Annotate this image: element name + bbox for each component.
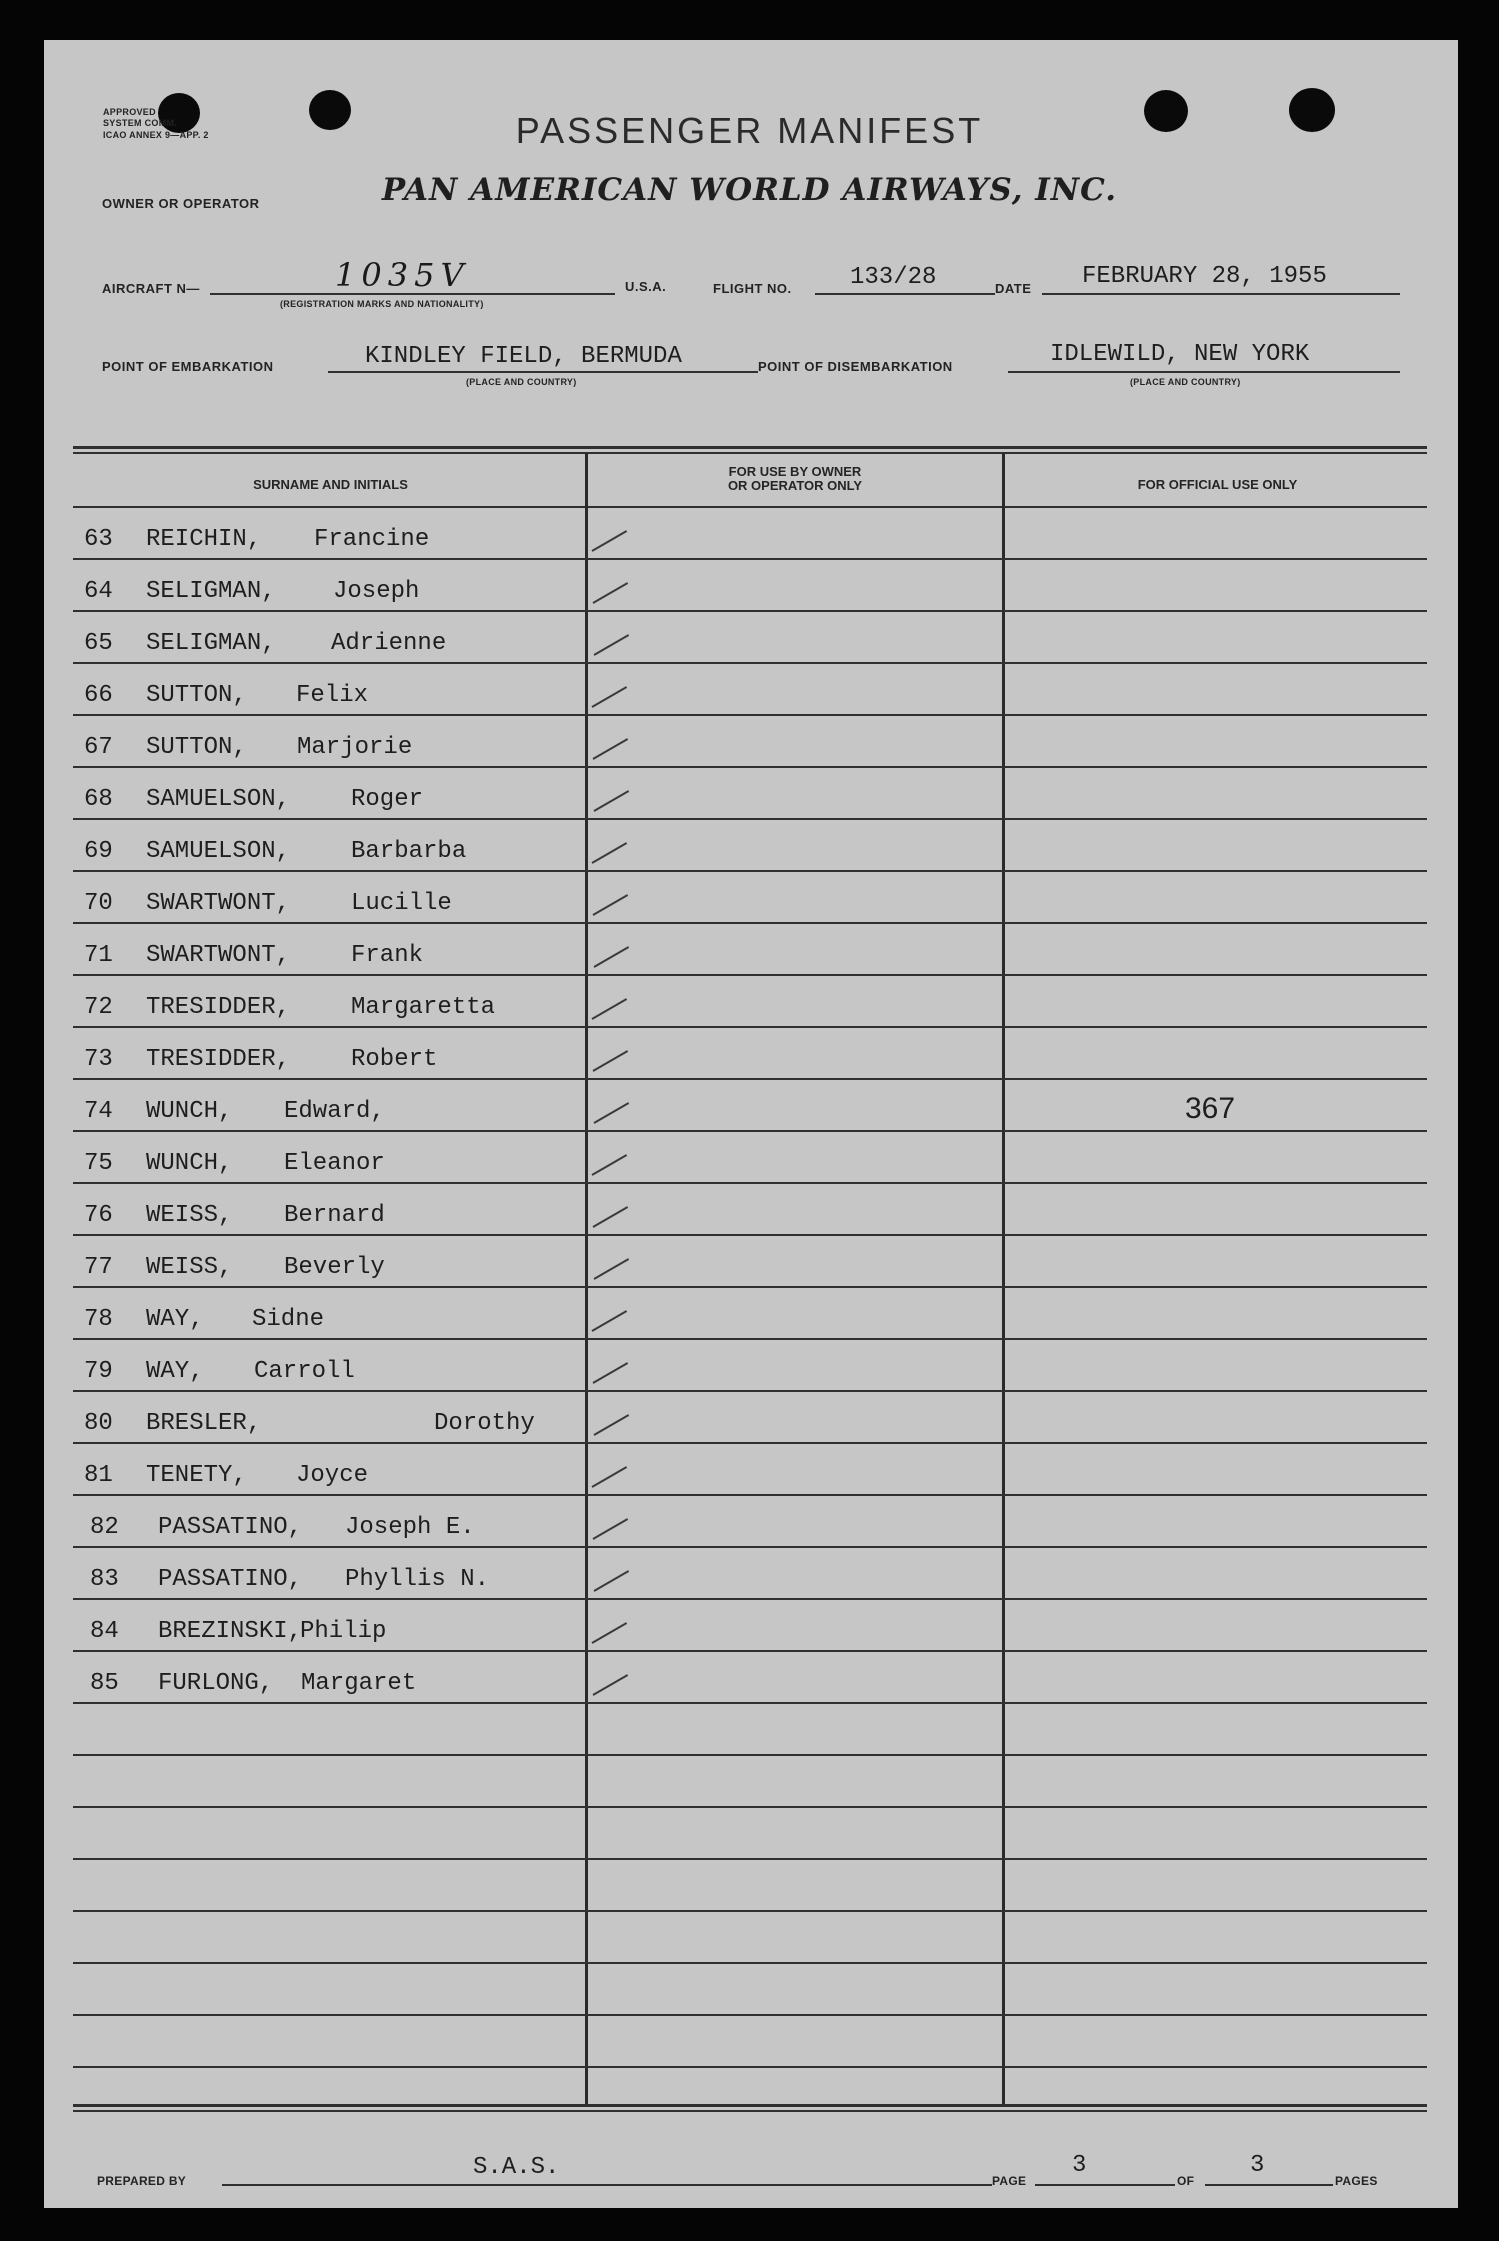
flight-label: FLIGHT NO. bbox=[713, 281, 792, 296]
column-header-surname: SURNAME AND INITIALS bbox=[253, 477, 408, 492]
row-rule bbox=[73, 974, 1427, 976]
passenger-given-name: Carroll bbox=[254, 1358, 355, 1385]
page-title: PASSENGER MANIFEST bbox=[515, 110, 984, 151]
row-rule bbox=[73, 818, 1427, 820]
passenger-number: 74 bbox=[84, 1098, 113, 1125]
row-rule bbox=[73, 2014, 1427, 2016]
row-rule bbox=[73, 1962, 1427, 1964]
passenger-given-name: Joseph bbox=[333, 578, 420, 605]
embark-underline bbox=[328, 371, 758, 373]
row-rule bbox=[73, 1858, 1427, 1860]
page-underline bbox=[1035, 2184, 1175, 2186]
row-rule bbox=[73, 1546, 1427, 1548]
aircraft-number: 1035V bbox=[335, 256, 470, 294]
passenger-surname: SELIGMAN, bbox=[146, 578, 276, 605]
row-rule bbox=[73, 2066, 1427, 2068]
passenger-surname: SUTTON, bbox=[146, 682, 247, 709]
passenger-surname: WUNCH, bbox=[146, 1098, 233, 1125]
row-rule bbox=[73, 1910, 1427, 1912]
row-rule bbox=[73, 1234, 1427, 1236]
page-label: PAGE bbox=[992, 2174, 1027, 2188]
approval-line: ICAO ANNEX 9—APP. 2 bbox=[103, 130, 209, 140]
passenger-given-name: Joseph E. bbox=[345, 1514, 475, 1541]
passenger-given-name: Beverly bbox=[284, 1254, 385, 1281]
passenger-number: 78 bbox=[84, 1306, 113, 1333]
passenger-surname: WUNCH, bbox=[146, 1150, 233, 1177]
disembark-label: POINT OF DISEMBARKATION bbox=[758, 359, 953, 374]
operator-name: PAN AMERICAN WORLD AIRWAYS, INC. bbox=[381, 172, 1118, 208]
passenger-given-name: Edward, bbox=[284, 1098, 385, 1125]
passenger-surname: SAMUELSON, bbox=[146, 838, 291, 865]
row-rule bbox=[73, 714, 1427, 716]
passenger-number: 64 bbox=[84, 578, 113, 605]
row-rule bbox=[73, 1338, 1427, 1340]
passenger-given-name: Lucille bbox=[351, 890, 452, 917]
passenger-surname: REICHIN, bbox=[146, 526, 262, 553]
passenger-surname: SELIGMAN, bbox=[146, 630, 276, 657]
row-rule bbox=[73, 1806, 1427, 1808]
passenger-surname: WAY, bbox=[146, 1306, 204, 1333]
row-rule bbox=[73, 1650, 1427, 1652]
column-header-owner-use bbox=[590, 465, 1000, 493]
flight-number: 133/28 bbox=[850, 264, 937, 291]
row-rule bbox=[73, 1286, 1427, 1288]
passenger-surname: WEISS, bbox=[146, 1202, 233, 1229]
usa-label: U.S.A. bbox=[625, 279, 667, 294]
passenger-given-name: Bernard bbox=[284, 1202, 385, 1229]
passenger-number: 84 bbox=[90, 1618, 119, 1645]
row-rule bbox=[73, 922, 1427, 924]
table-top-rule bbox=[73, 446, 1427, 449]
row-rule bbox=[73, 1026, 1427, 1028]
prepared-by-label: PREPARED BY bbox=[97, 2174, 187, 2188]
passenger-surname: SUTTON, bbox=[146, 734, 247, 761]
passenger-number: 67 bbox=[84, 734, 113, 761]
embark-place: KINDLEY FIELD, BERMUDA bbox=[365, 343, 682, 370]
date-underline bbox=[1042, 293, 1400, 295]
passenger-surname: BRESLER, bbox=[146, 1410, 262, 1437]
row-rule bbox=[73, 662, 1427, 664]
row-rule bbox=[73, 1702, 1427, 1704]
row-rule bbox=[73, 766, 1427, 768]
passenger-surname: SWARTWONT, bbox=[146, 890, 291, 917]
prepared-underline bbox=[222, 2184, 992, 2186]
passenger-given-name: Marjorie bbox=[297, 734, 413, 761]
table-bottom-rule bbox=[73, 2104, 1427, 2107]
passenger-number: 82 bbox=[90, 1514, 119, 1541]
passenger-surname: WEISS, bbox=[146, 1254, 233, 1281]
header-bottom-rule bbox=[73, 506, 1427, 508]
passenger-surname: WAY, bbox=[146, 1358, 204, 1385]
passenger-number: 76 bbox=[84, 1202, 113, 1229]
approval-line: SYSTEM COMM. bbox=[103, 118, 178, 128]
passenger-given-name: Phyllis N. bbox=[345, 1566, 490, 1593]
passenger-surname: PASSATINO, bbox=[158, 1566, 303, 1593]
row-rule bbox=[73, 1390, 1427, 1392]
passenger-number: 75 bbox=[84, 1150, 113, 1177]
flight-underline bbox=[815, 293, 995, 295]
row-rule bbox=[73, 1494, 1427, 1496]
official-use-entry: 367 bbox=[1185, 1092, 1236, 1125]
row-rule bbox=[73, 1078, 1427, 1080]
total-pages: 3 bbox=[1250, 2152, 1265, 2179]
passenger-given-name: Frank bbox=[351, 942, 424, 969]
of-label: OF bbox=[1177, 2174, 1195, 2188]
embark-sublabel: (PLACE AND COUNTRY) bbox=[466, 377, 577, 387]
column-header-official-use: FOR OFFICIAL USE ONLY bbox=[1137, 477, 1298, 492]
passenger-number: 70 bbox=[84, 890, 113, 917]
passenger-number: 80 bbox=[84, 1410, 113, 1437]
date-label: DATE bbox=[995, 281, 1032, 296]
disembark-underline bbox=[1008, 371, 1400, 373]
disembark-place: IDLEWILD, NEW YORK bbox=[1050, 341, 1310, 368]
table-top-rule bbox=[73, 452, 1427, 454]
row-rule bbox=[73, 1442, 1427, 1444]
passenger-given-name: Roger bbox=[351, 786, 424, 813]
page-number: 3 bbox=[1072, 2152, 1087, 2179]
passenger-surname: TRESIDDER, bbox=[146, 1046, 291, 1073]
embark-label: POINT OF EMBARKATION bbox=[102, 359, 274, 374]
passenger-number: 68 bbox=[84, 786, 113, 813]
prepared-by-value: S.A.S. bbox=[473, 2154, 560, 2181]
passenger-surname: PASSATINO, bbox=[158, 1514, 303, 1541]
passenger-given-name: Eleanor bbox=[284, 1150, 385, 1177]
passenger-surname: TRESIDDER, bbox=[146, 994, 291, 1021]
disembark-sublabel: (PLACE AND COUNTRY) bbox=[1130, 377, 1241, 387]
aircraft-sublabel: (REGISTRATION MARKS AND NATIONALITY) bbox=[280, 299, 484, 309]
row-rule bbox=[73, 1754, 1427, 1756]
passenger-number: 65 bbox=[84, 630, 113, 657]
passenger-given-name: Barbarba bbox=[351, 838, 467, 865]
passenger-given-name: Margaret bbox=[301, 1670, 417, 1697]
passenger-given-name: Joyce bbox=[296, 1462, 369, 1489]
passenger-number: 72 bbox=[84, 994, 113, 1021]
passenger-number: 85 bbox=[90, 1670, 119, 1697]
table-bottom-rule bbox=[73, 2110, 1427, 2112]
passenger-number: 81 bbox=[84, 1462, 113, 1489]
passenger-number: 73 bbox=[84, 1046, 113, 1073]
passenger-given-name: Robert bbox=[351, 1046, 438, 1073]
passenger-surname: SAMUELSON, bbox=[146, 786, 291, 813]
passenger-number: 63 bbox=[84, 526, 113, 553]
passenger-surname: SWARTWONT, bbox=[146, 942, 291, 969]
passenger-number: 83 bbox=[90, 1566, 119, 1593]
approval-line: APPROVED bbox=[103, 107, 156, 117]
flight-date: FEBRUARY 28, 1955 bbox=[1082, 263, 1327, 290]
column-header-owner-line1: FOR USE BY OWNER bbox=[728, 464, 862, 479]
passenger-given-name: Philip bbox=[300, 1618, 387, 1645]
row-rule bbox=[73, 1130, 1427, 1132]
passenger-surname: TENETY, bbox=[146, 1462, 247, 1489]
passenger-given-name: Dorothy bbox=[434, 1410, 535, 1437]
column-header-owner-line2: OR OPERATOR ONLY bbox=[727, 478, 863, 493]
row-rule bbox=[73, 558, 1427, 560]
passenger-given-name: Adrienne bbox=[331, 630, 447, 657]
owner-label: OWNER OR OPERATOR bbox=[102, 196, 260, 211]
passenger-number: 77 bbox=[84, 1254, 113, 1281]
row-rule bbox=[73, 870, 1427, 872]
aircraft-label: AIRCRAFT N— bbox=[102, 281, 200, 296]
passenger-number: 69 bbox=[84, 838, 113, 865]
row-rule bbox=[73, 610, 1427, 612]
passenger-number: 71 bbox=[84, 942, 113, 969]
passenger-given-name: Francine bbox=[314, 526, 430, 553]
of-underline bbox=[1205, 2184, 1333, 2186]
row-rule bbox=[73, 1598, 1427, 1600]
passenger-given-name: Sidne bbox=[252, 1306, 325, 1333]
passenger-surname: BREZINSKI, bbox=[158, 1618, 303, 1645]
passenger-given-name: Margaretta bbox=[351, 994, 496, 1021]
row-rule bbox=[73, 1182, 1427, 1184]
passenger-number: 66 bbox=[84, 682, 113, 709]
passenger-number: 79 bbox=[84, 1358, 113, 1385]
pages-label: PAGES bbox=[1335, 2174, 1378, 2188]
passenger-surname: FURLONG, bbox=[158, 1670, 274, 1697]
passenger-given-name: Felix bbox=[296, 682, 369, 709]
